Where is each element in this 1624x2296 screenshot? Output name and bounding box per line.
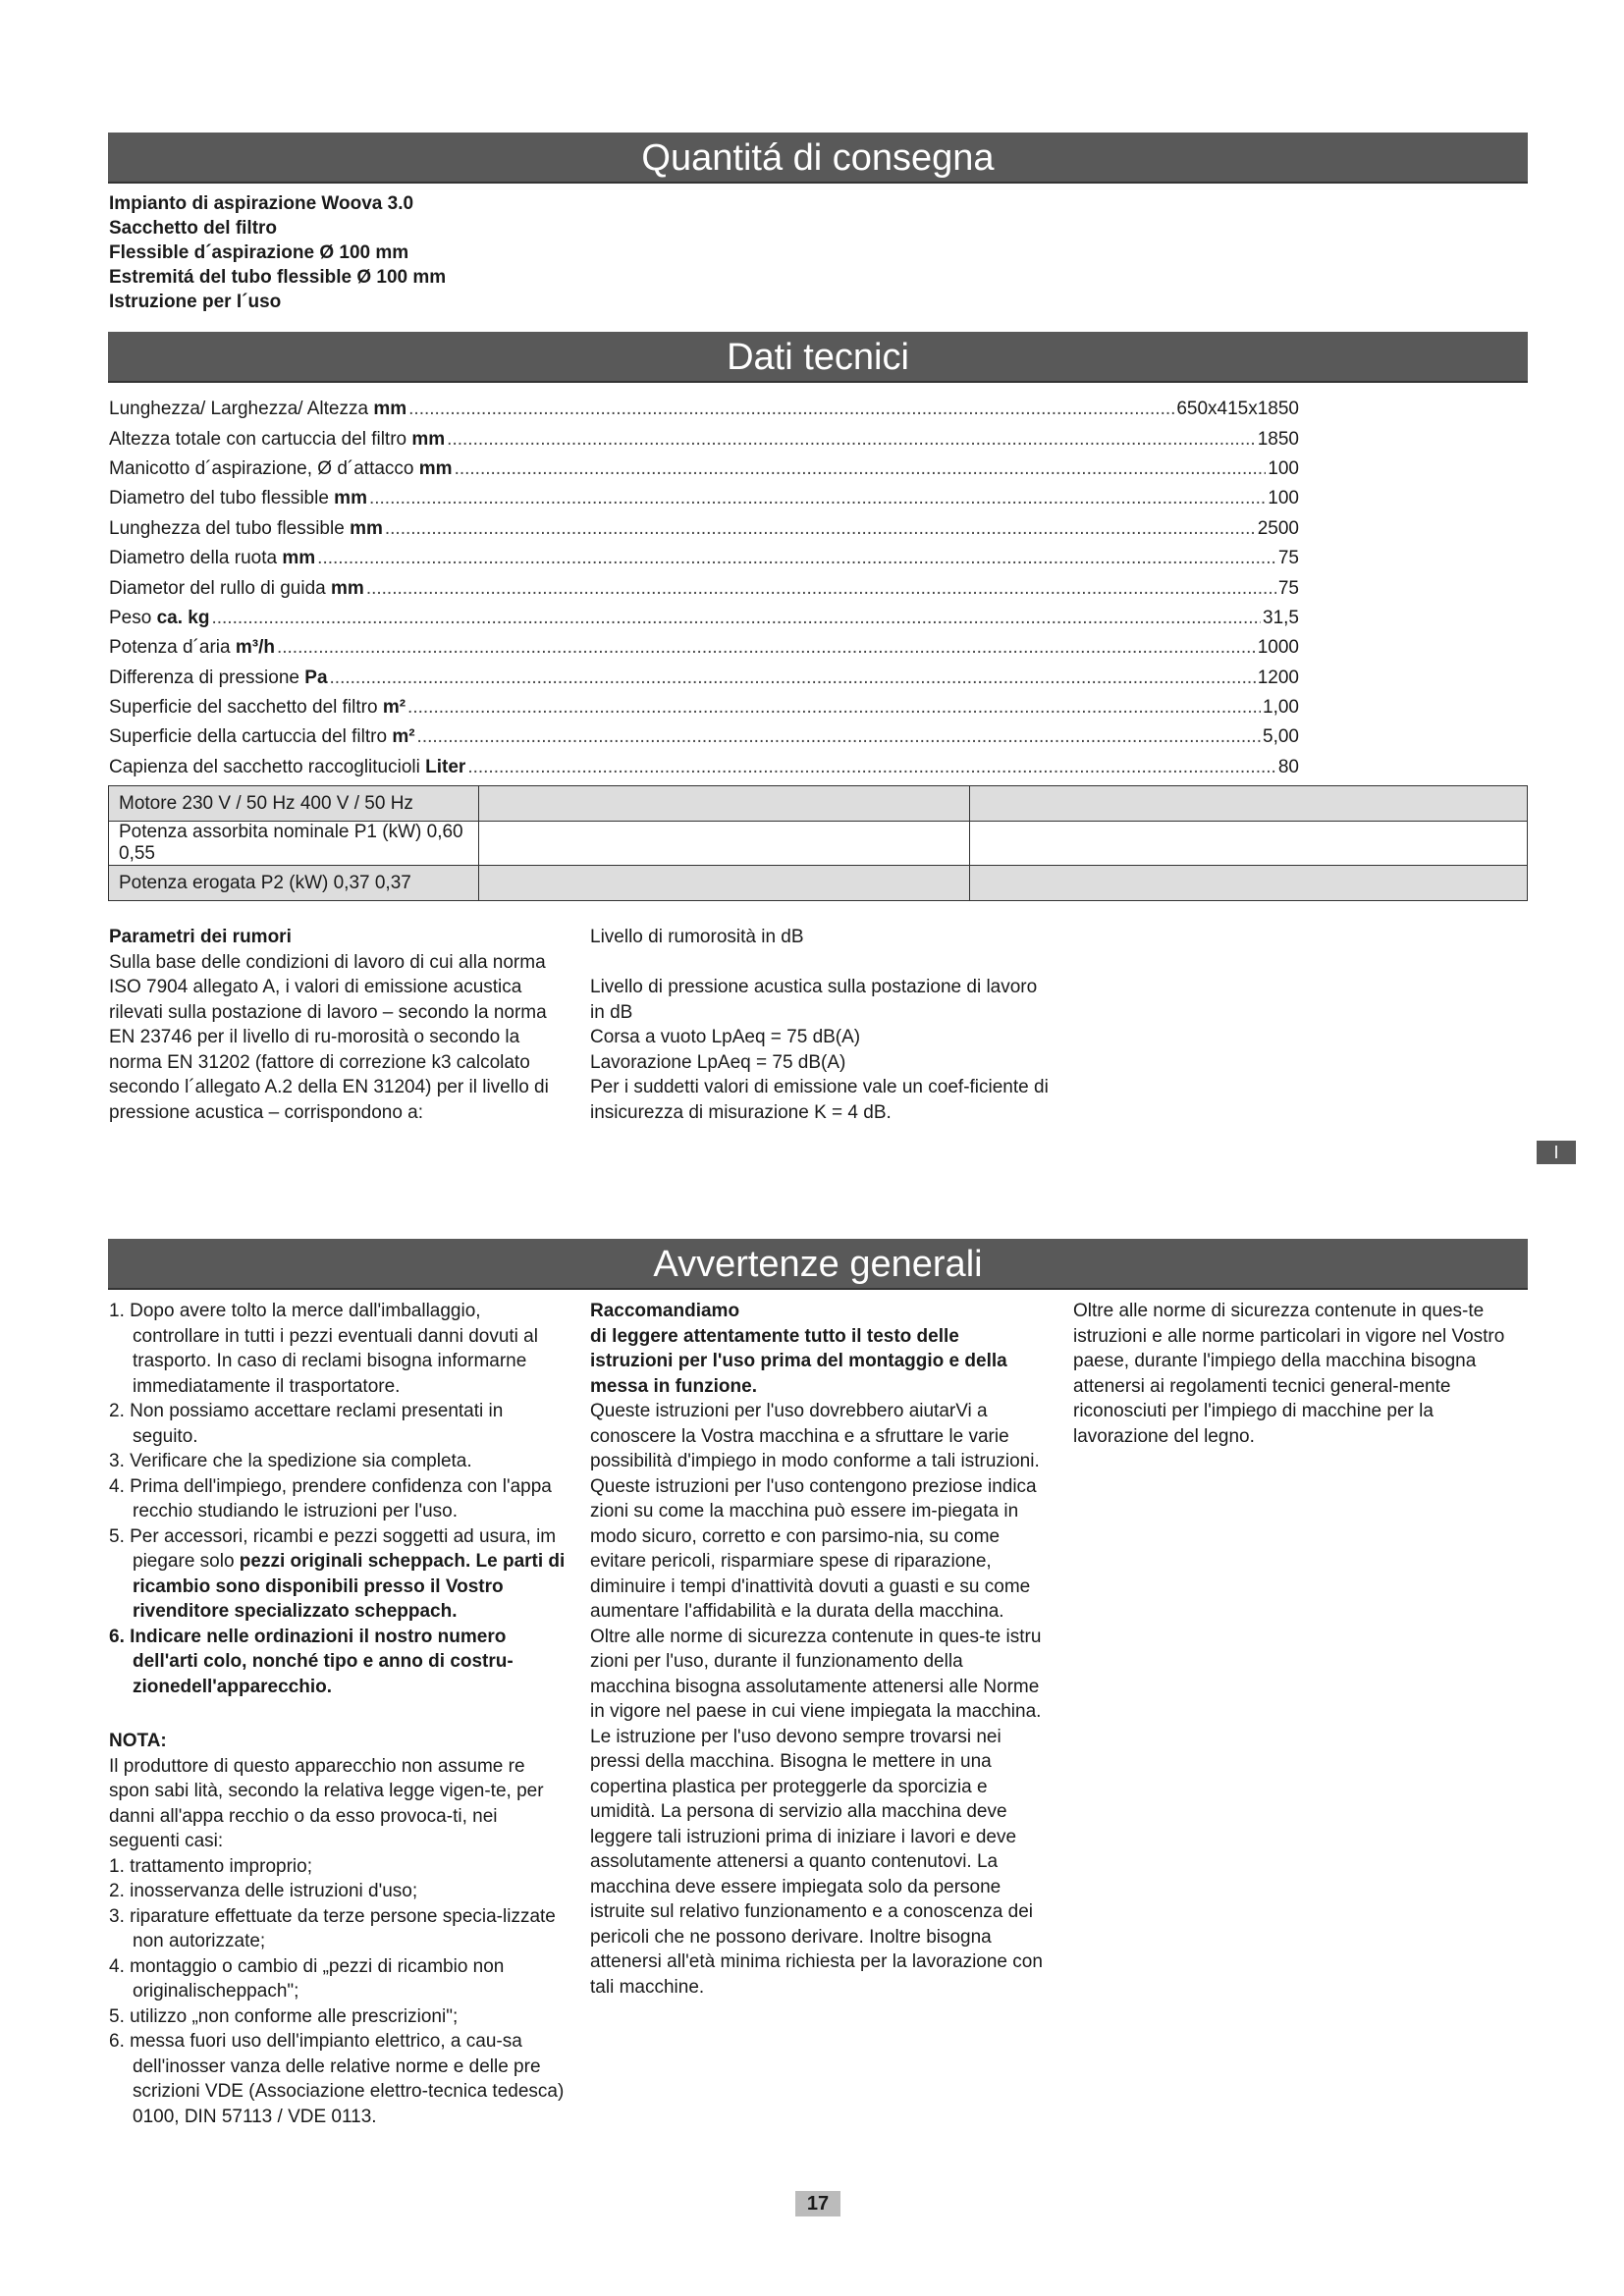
spec-row (109, 633, 1299, 663)
spec-value: 100 (1268, 488, 1299, 509)
nota-item: 3. riparature effettuate da terze persone specia-lizzate non autorizzate; (109, 1905, 556, 1951)
spec-value: 75 (1277, 548, 1299, 569)
motor-cell: Motore 230 V / 50 Hz 400 V / 50 Hz (109, 786, 479, 822)
leader-dots (385, 518, 1256, 540)
nota-item: 5. utilizzo „non conforme alle prescrizioni"; (109, 2005, 459, 2027)
paragraph: Queste istruzioni per l'uso dovrebbero aiutarVi a conoscere la Vostra macchina e a sfruttare le varie possibilità d'impiego in modo conforme a tali istruzioni. (590, 1401, 1040, 1471)
delivery-item: Sacchetto del filtro (109, 218, 278, 239)
leader-dots (408, 399, 1174, 420)
item-bold: pezzi originali scheppach. Le parti di ricambio sono disponibili presso il Vostro rivenditore specializzato scheppach. (133, 1551, 566, 1622)
spec-value: 100 (1268, 457, 1299, 479)
spec-value: 75 (1277, 577, 1299, 599)
nota-text: Il produttore di questo apparecchio non assume re spon sabi lità, secondo la relativa legge vigen-te, per danni all'appa recchio o da esso provoca-ti, nei seguenti casi: (109, 1755, 544, 1851)
paragraph: Oltre alle norme di sicurezza contenute in ques-te istru zioni per l'uso, durante il funzionamento della macchina bisogna assolutamente attenersi alle Norme in vigore nel paese in cui viene impiegata la macchina. (590, 1626, 1042, 1722)
nota-item: 1. trattamento improprio; (109, 1855, 312, 1877)
item-text: 5. Per accessori, ricambi e pezzi soggetti ad usura, im piegare solo (109, 1525, 557, 1572)
leader-dots (366, 578, 1276, 600)
spec-row (109, 395, 1299, 424)
spec-label: Superficie del sacchetto del filtro m² (109, 697, 406, 719)
spec-row (109, 604, 1299, 633)
spec-value: 5,00 (1263, 726, 1299, 748)
spec-row (109, 454, 1299, 484)
spec-label: Diametro del tubo flessible mm (109, 488, 367, 509)
noise-text: Per i suddetti valori di emissione vale un coef-ficiente di insicurezza di misurazione K = 4 dB. (590, 1077, 1049, 1123)
leader-dots (467, 757, 1276, 778)
spec-label: Diametro della ruota mm (109, 548, 316, 569)
spec-value: 31,5 (1263, 607, 1299, 628)
motor-cell: Potenza erogata P2 (kW) 0,37 0,37 (109, 866, 479, 901)
motor-cell: Potenza assorbita nominale P1 (kW) 0,60 0,55 (109, 822, 479, 866)
spec-row (109, 484, 1299, 513)
noise-text: Livello di rumorosità in dB (590, 927, 804, 947)
paragraph: Oltre alle norme di sicurezza contenute in ques-te istruzioni e alle norme particolari in vigore nel Vostro paese, durante l'impiego della macchina bisogna attenersi ai regolamenti tecnici general-mente riconosciuti per l'impiego di macchine per la lavorazione del legno. (1073, 1301, 1505, 1447)
nota-item: 2. inosservanza delle istruzioni d'uso; (109, 1881, 418, 1901)
leader-dots (417, 726, 1261, 748)
spec-label: Differenza di pressione Pa (109, 667, 328, 688)
nota-item: 4. montaggio o cambio di „pezzi di ricambio non originalischeppach"; (109, 1955, 505, 2002)
spec-row (109, 693, 1299, 722)
list-item: 4. Prima dell'impiego, prendere confidenza con l'appa recchio studiando le istruzioni per l'uso. (109, 1475, 552, 1522)
spec-value: 1000 (1257, 637, 1299, 659)
delivery-item: Impianto di aspirazione Woova 3.0 (109, 193, 414, 214)
noise-text: Corsa a vuoto LpAeq = 75 dB(A) (590, 1027, 861, 1047)
spec-value: 1850 (1257, 428, 1299, 450)
list-item: 1. Dopo avere tolto la merce dall'imballaggio, controllare in tutti i pezzi eventuali danni dovuti al trasporto. In caso di reclami bisogna informarne immediatamente il trasportatore. (109, 1301, 538, 1397)
paragraph: Le istruzione per l'uso devono sempre trovarsi nei pressi della macchina. Bisogna le mettere in una copertina plastica per proteggerle da sporcizia e umidità. La persona di servizio alla macchina deve leggere tali istruzioni prima di iniziare i lavori e deve assolutamente attenersi a quanto contenutovi. La macchina deve essere impiegata solo da persone istruite sul relativo funzionamento e a conoscenza dei pericoli che ne possono derivare. Inoltre bisogna attenersi all'età minima richiesta per la lavorazione con tali macchine. (590, 1726, 1043, 1998)
spec-value: 80 (1277, 756, 1299, 777)
noise-text: Sulla base delle condizioni di lavoro di cui alla norma ISO 7904 allegato A, i valori di emissione acustica rilevati sulla postazione di lavoro – secondo la norma EN 23746 per il livello di ru-morosità o secondo la norma EN 31202 (fattore di correzione k3 calcolato secondo l´allegato A.2 della EN 31204) per il livello di pressione acustica – corrispondono a: (109, 951, 549, 1123)
nota-item: 6. messa fuori uso dell'impianto elettrico, a cau-sa dell'inosser vanza delle relative norme e delle pre scrizioni VDE (Associazione elettro-tecnica tedesca) 0100, DIN 57113 / VDE 0113. (109, 2031, 565, 2127)
section-header-delivery: Quantitá di consegna (108, 133, 1528, 184)
list-item: 3. Verificare che la spedizione sia completa. (109, 1451, 472, 1471)
spec-value: 1,00 (1263, 697, 1299, 719)
motor-table (108, 785, 1528, 901)
specs-list (109, 395, 1299, 782)
spec-label: Altezza totale con cartuccia del filtro mm (109, 428, 446, 450)
spec-row (109, 544, 1299, 573)
delivery-item: Estremitá del tubo flessible Ø 100 mm (109, 267, 447, 288)
rac-text: di leggere attentamente tutto il testo delle istruzioni per l'uso prima del montaggio e della messa in funzione. (590, 1325, 1007, 1397)
noise-left (109, 925, 570, 1125)
noise-text: Lavorazione LpAeq = 75 dB(A) (590, 1051, 846, 1073)
list-item: 6. Indicare nelle ordinazioni il nostro numero dell'arti colo, nonché tipo e anno di costru-zionedell'apparecchio. (109, 1626, 514, 1697)
nota-title: NOTA: (109, 1731, 167, 1751)
spec-row (109, 722, 1299, 752)
spec-label: Peso ca. kg (109, 607, 210, 628)
general-middle (590, 1299, 1047, 2000)
page-number: 17 (795, 2191, 840, 2216)
rac-title: Raccomandiamo (590, 1301, 740, 1321)
delivery-item: Istruzione per I´uso (109, 292, 282, 312)
spec-row (109, 424, 1299, 454)
spec-label: Potenza d´aria m³/h (109, 637, 275, 659)
delivery-list (109, 191, 446, 314)
section-header-general: Avvertenze generali (108, 1239, 1528, 1290)
leader-dots (455, 458, 1267, 480)
spec-label: Superficie della cartuccia del filtro m² (109, 726, 415, 748)
leader-dots (277, 637, 1256, 659)
leader-dots (407, 697, 1261, 719)
spec-row (109, 573, 1299, 603)
leader-dots (447, 429, 1256, 451)
delivery-item: Flessible d´aspirazione Ø 100 mm (109, 242, 409, 263)
general-right (1073, 1299, 1530, 1449)
spec-label: Lunghezza del tubo flessible mm (109, 517, 383, 539)
spec-value: 2500 (1257, 517, 1299, 539)
noise-title: Parametri dei rumori (109, 927, 292, 947)
leader-dots (330, 667, 1256, 689)
spec-row (109, 753, 1299, 782)
spec-label: Diametor del rullo di guida mm (109, 577, 364, 599)
spec-row (109, 514, 1299, 544)
leader-dots (317, 548, 1276, 569)
spec-row (109, 664, 1299, 693)
list-item (109, 1524, 570, 1625)
leader-dots (369, 488, 1266, 509)
leader-dots (211, 608, 1261, 629)
noise-text: Livello di pressione acustica sulla postazione di lavoro in dB (590, 977, 1038, 1023)
spec-value: 1200 (1257, 667, 1299, 688)
language-badge: I (1537, 1141, 1576, 1164)
list-item: 2. Non possiamo accettare reclami presentati in seguito. (109, 1401, 504, 1447)
spec-label: Lunghezza/ Larghezza/ Altezza mm (109, 399, 407, 420)
spec-value: 650x415x1850 (1176, 399, 1299, 420)
section-header-specs: Dati tecnici (108, 332, 1528, 383)
paragraph: Queste istruzioni per l'uso contengono preziose indica zioni su come la macchina può essere im-piegata in modo sicuro, corretto e con parsimo-nia, su come evitare pericoli, risparmiare spese di riparazione, diminuire i tempi d'inattività dovuti a guasti e su come aumentare l'affidabilità e la durata della macchina. (590, 1475, 1037, 1622)
spec-label: Capienza del sacchetto raccoglitucioli Liter (109, 756, 466, 777)
noise-right (590, 925, 1052, 1125)
spec-label: Manicotto d´aspirazione, Ø d´attacco mm (109, 457, 453, 479)
general-left (109, 1299, 570, 2129)
